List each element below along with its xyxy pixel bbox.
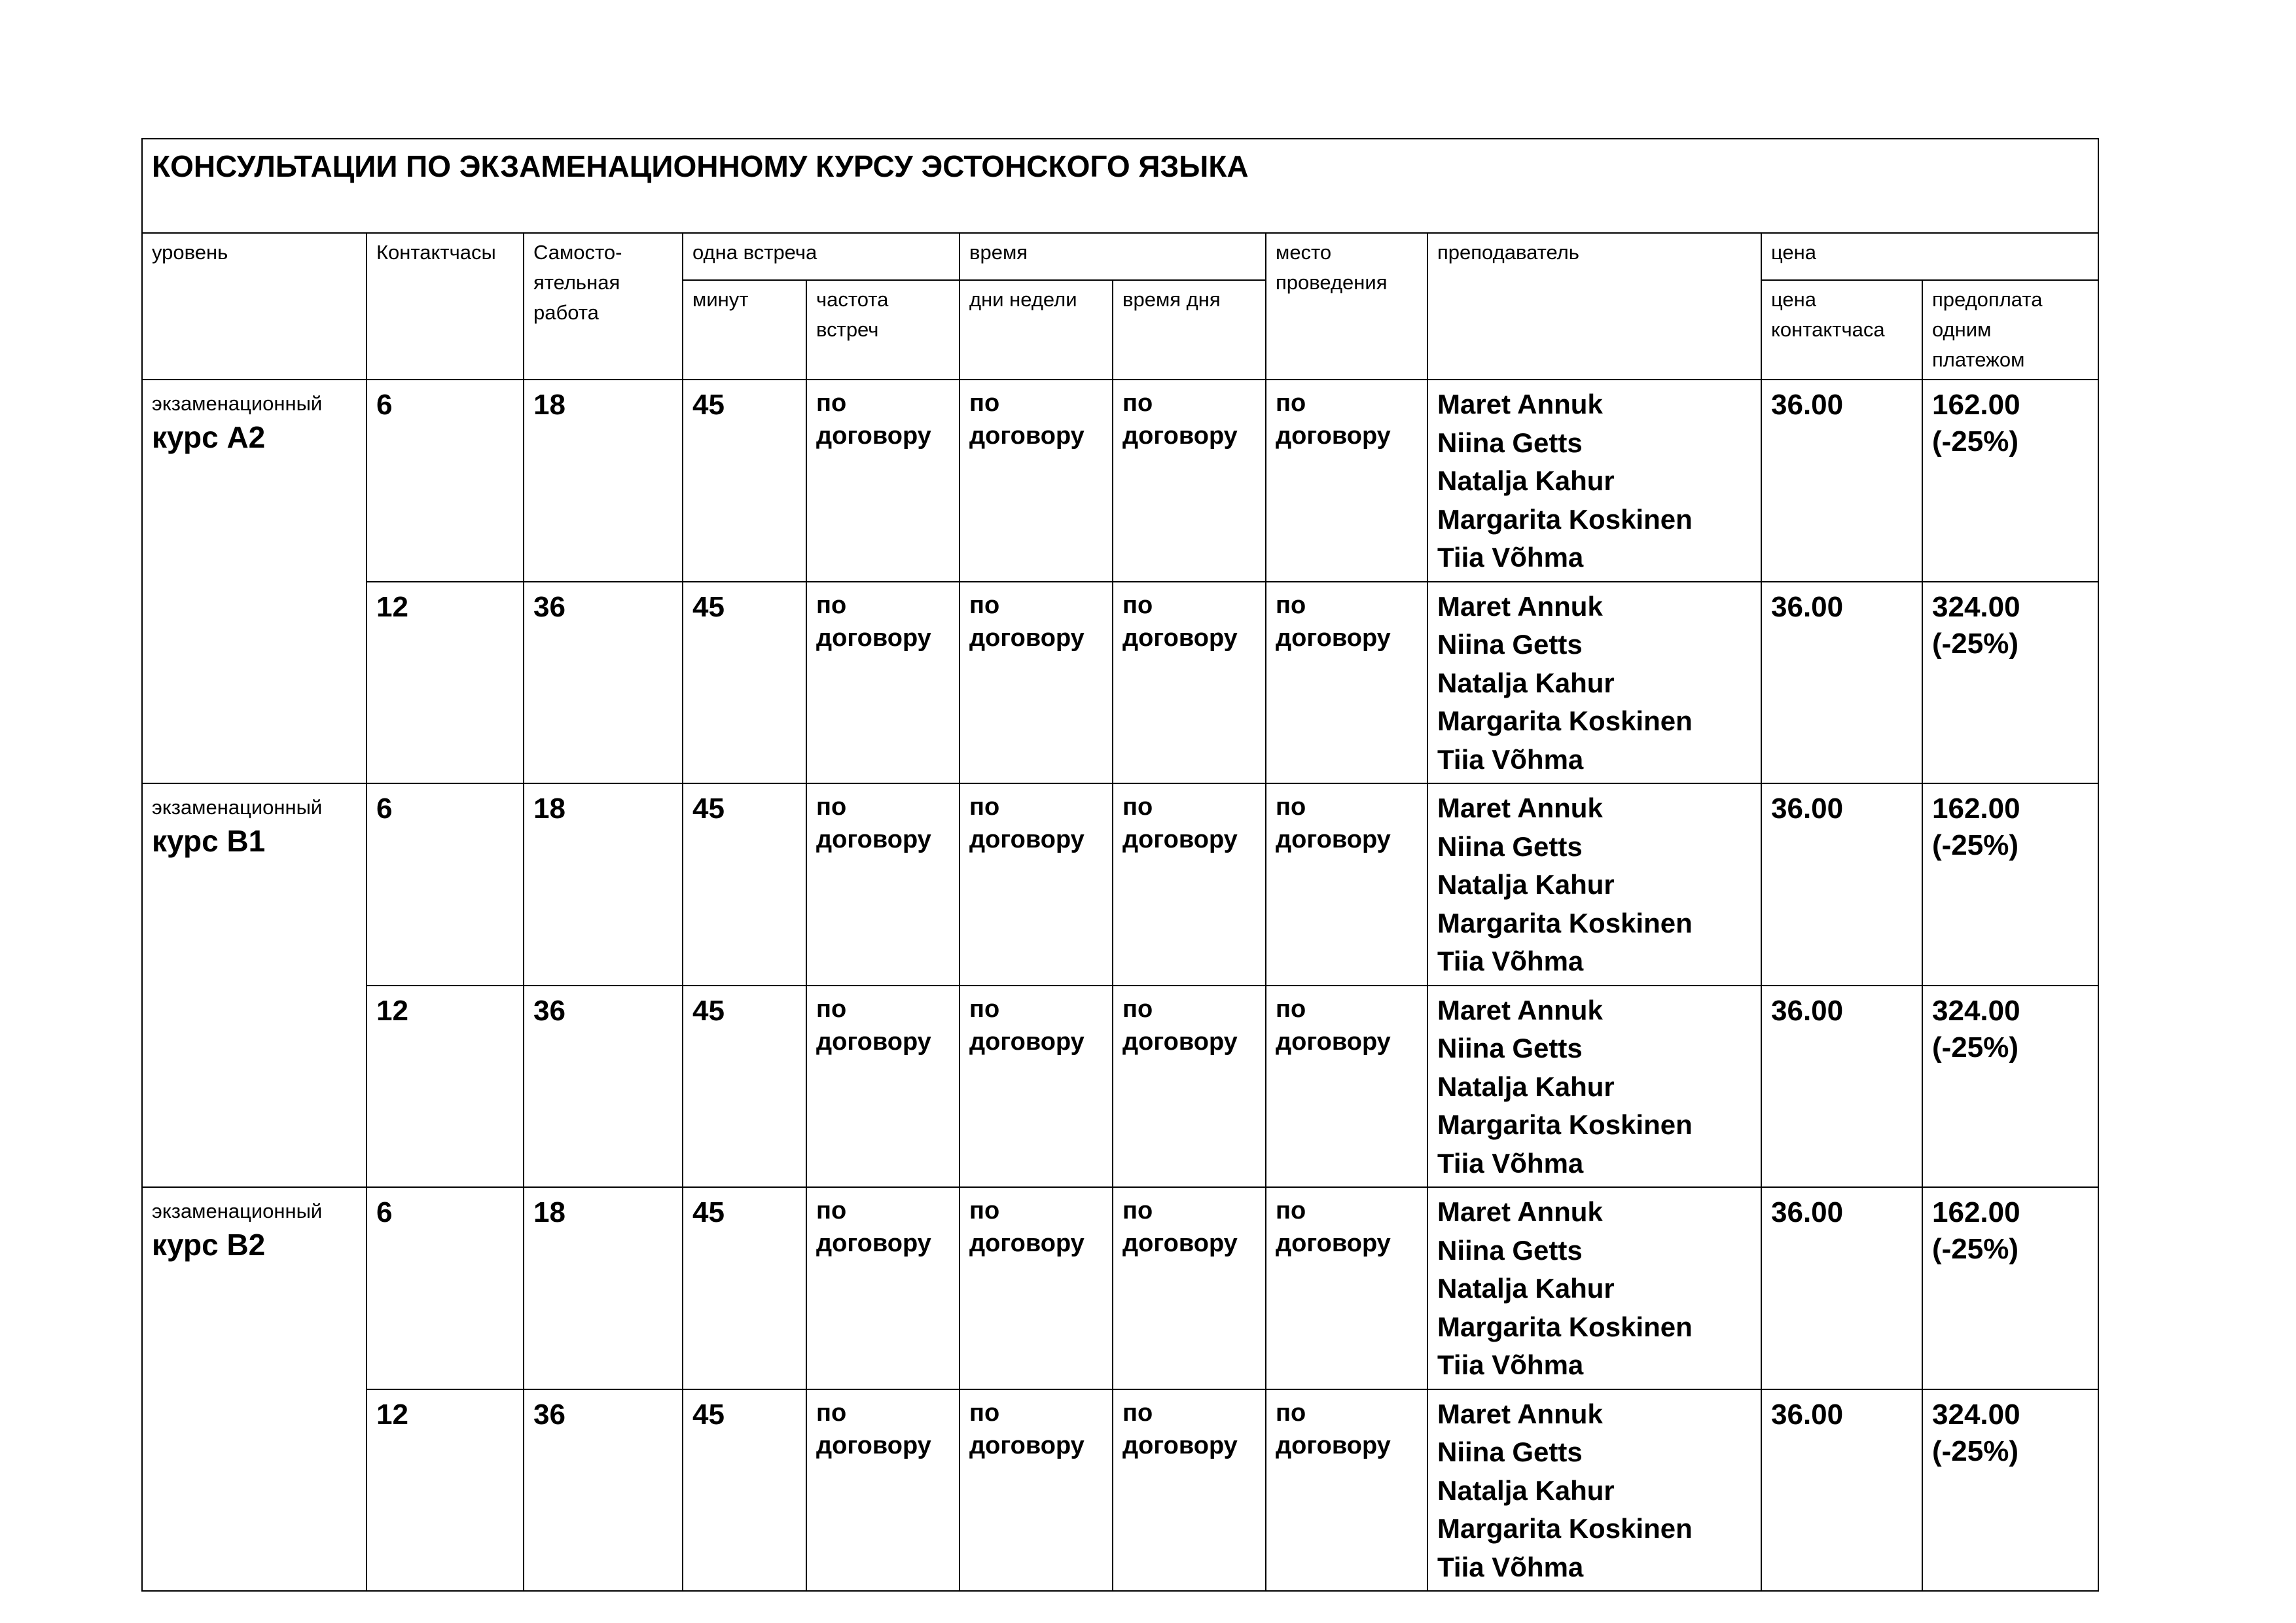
frequency-cell bbox=[806, 986, 960, 1188]
place-line: договору bbox=[1276, 1027, 1391, 1056]
place-cell bbox=[1266, 380, 1427, 582]
time-of-day-cell bbox=[1113, 1187, 1266, 1389]
time-of-day-line: договору bbox=[1122, 826, 1238, 853]
prepayment-amount: 324.00 bbox=[1932, 1398, 2020, 1431]
teacher-name: Natalja Kahur bbox=[1437, 465, 1615, 496]
prepayment-cell bbox=[1922, 1389, 2098, 1592]
weekdays-line: по bbox=[969, 995, 1000, 1023]
frequency-line: по bbox=[816, 591, 847, 619]
weekdays-line: договору bbox=[969, 1230, 1085, 1257]
table-row bbox=[142, 1187, 2098, 1389]
table-body bbox=[142, 380, 2098, 1591]
header-frequency-line: частота bbox=[816, 288, 889, 311]
level-prefix: экзаменационный bbox=[152, 796, 323, 819]
teacher-name: Maret Annuk bbox=[1437, 1196, 1603, 1227]
teachers-cell bbox=[1427, 986, 1761, 1188]
frequency-line: договору bbox=[816, 1431, 931, 1459]
header-frequency-line: встреч bbox=[816, 318, 879, 341]
prepayment-cell bbox=[1922, 582, 2098, 784]
self-work-cell: 18 bbox=[524, 783, 683, 986]
header-teacher: преподаватель bbox=[1427, 233, 1761, 380]
frequency-line: по bbox=[816, 1399, 847, 1427]
prepayment-discount: (-25%) bbox=[1932, 1233, 2019, 1265]
price-per-hour-cell: 36.00 bbox=[1761, 1389, 1922, 1592]
level-name: курс В1 bbox=[152, 824, 266, 858]
place-line: договору bbox=[1276, 422, 1391, 450]
weekdays-cell bbox=[960, 1187, 1113, 1389]
price-per-hour-cell: 36.00 bbox=[1761, 783, 1922, 986]
teachers-cell bbox=[1427, 380, 1761, 582]
place-cell bbox=[1266, 1187, 1427, 1389]
self-work-cell: 36 bbox=[524, 986, 683, 1188]
header-price-per-hour-line: контактчаса bbox=[1771, 318, 1885, 341]
teacher-name: Niina Getts bbox=[1437, 830, 1583, 862]
weekdays-cell bbox=[960, 783, 1113, 986]
time-of-day-line: по bbox=[1122, 1197, 1153, 1224]
time-of-day-line: по bbox=[1122, 389, 1153, 417]
time-of-day-line: договору bbox=[1122, 624, 1238, 652]
price-per-hour-cell: 36.00 bbox=[1761, 1187, 1922, 1389]
place-line: по bbox=[1276, 995, 1306, 1023]
header-self-work-line: ятельная bbox=[533, 271, 620, 294]
time-of-day-cell bbox=[1113, 1389, 1266, 1592]
teacher-name: Natalja Kahur bbox=[1437, 1273, 1615, 1304]
prepayment-discount: (-25%) bbox=[1932, 829, 2019, 861]
minutes-cell: 45 bbox=[683, 1389, 806, 1592]
teacher-name: Tiia Võhma bbox=[1437, 1147, 1584, 1179]
header-prepayment-line: одним bbox=[1932, 318, 1992, 341]
weekdays-line: договору bbox=[969, 826, 1085, 853]
level-prefix: экзаменационный bbox=[152, 1200, 323, 1222]
place-line: договору bbox=[1276, 826, 1391, 853]
prepayment-cell bbox=[1922, 783, 2098, 986]
minutes-cell: 45 bbox=[683, 783, 806, 986]
time-of-day-line: договору bbox=[1122, 1230, 1238, 1257]
teacher-name: Maret Annuk bbox=[1437, 793, 1603, 823]
frequency-line: по bbox=[816, 389, 847, 417]
prepayment-amount: 324.00 bbox=[1932, 590, 2020, 623]
self-work-cell: 36 bbox=[524, 582, 683, 784]
time-of-day-line: по bbox=[1122, 1399, 1153, 1427]
weekdays-line: по bbox=[969, 1197, 1000, 1224]
header-time: время bbox=[960, 233, 1266, 280]
frequency-cell bbox=[806, 380, 960, 582]
prepayment-discount: (-25%) bbox=[1932, 627, 2019, 660]
place-line: по bbox=[1276, 1197, 1306, 1224]
teacher-name: Niina Getts bbox=[1437, 1436, 1583, 1467]
prepayment-cell bbox=[1922, 380, 2098, 582]
header-price-per-hour-line: цена bbox=[1771, 288, 1817, 311]
place-line: договору bbox=[1276, 1230, 1391, 1257]
teacher-name: Maret Annuk bbox=[1437, 1398, 1603, 1429]
header-one-meeting: одна встреча bbox=[683, 233, 960, 280]
header-price: цена bbox=[1761, 233, 2098, 280]
header-contact-hours: Контактчасы bbox=[367, 233, 524, 380]
place-cell bbox=[1266, 986, 1427, 1188]
place-line: по bbox=[1276, 389, 1306, 417]
header-place-line: место bbox=[1276, 241, 1332, 264]
teacher-name: Niina Getts bbox=[1437, 629, 1583, 660]
self-work-cell: 36 bbox=[524, 1389, 683, 1592]
header-self-work bbox=[524, 233, 683, 380]
time-of-day-cell bbox=[1113, 783, 1266, 986]
teacher-name: Margarita Koskinen bbox=[1437, 1109, 1693, 1140]
time-of-day-line: договору bbox=[1122, 1431, 1238, 1459]
minutes-cell: 45 bbox=[683, 1187, 806, 1389]
teacher-name: Natalja Kahur bbox=[1437, 1474, 1615, 1506]
teacher-name: Maret Annuk bbox=[1437, 994, 1603, 1026]
frequency-cell bbox=[806, 582, 960, 784]
place-cell bbox=[1266, 783, 1427, 986]
time-of-day-cell bbox=[1113, 986, 1266, 1188]
header-price-per-hour bbox=[1761, 280, 1922, 380]
teacher-name: Tiia Võhma bbox=[1437, 743, 1584, 775]
weekdays-line: по bbox=[969, 793, 1000, 821]
prepayment-amount: 162.00 bbox=[1932, 389, 2020, 421]
header-place-line: проведения bbox=[1276, 271, 1388, 294]
header-frequency bbox=[806, 280, 960, 380]
weekdays-line: договору bbox=[969, 1431, 1085, 1459]
table-row bbox=[142, 1389, 2098, 1592]
price-per-hour-cell: 36.00 bbox=[1761, 986, 1922, 1188]
frequency-line: договору bbox=[816, 624, 931, 652]
frequency-line: договору bbox=[816, 826, 931, 853]
level-cell bbox=[142, 380, 367, 783]
teacher-name: Margarita Koskinen bbox=[1437, 705, 1693, 736]
contact-hours-cell: 6 bbox=[367, 380, 524, 582]
contact-hours-cell: 12 bbox=[367, 1389, 524, 1592]
teachers-cell bbox=[1427, 1187, 1761, 1389]
place-line: по bbox=[1276, 793, 1306, 821]
teacher-name: Tiia Võhma bbox=[1437, 542, 1584, 573]
weekdays-cell bbox=[960, 1389, 1113, 1592]
place-line: договору bbox=[1276, 1431, 1391, 1459]
table-row bbox=[142, 582, 2098, 784]
place-cell bbox=[1266, 1389, 1427, 1592]
contact-hours-cell: 6 bbox=[367, 783, 524, 986]
teacher-name: Margarita Koskinen bbox=[1437, 1311, 1693, 1342]
teacher-name: Natalja Kahur bbox=[1437, 667, 1615, 698]
page-title: КОНСУЛЬТАЦИИ ПО ЭКЗАМЕНАЦИОННОМУ КУРСУ ЭСТОНСКОГО ЯЗЫКА bbox=[142, 139, 2098, 233]
prepayment-discount: (-25%) bbox=[1932, 1435, 2019, 1467]
time-of-day-line: по bbox=[1122, 591, 1153, 619]
teacher-name: Tiia Võhma bbox=[1437, 946, 1584, 976]
teachers-cell bbox=[1427, 1389, 1761, 1592]
place-line: договору bbox=[1276, 624, 1391, 652]
prepayment-cell bbox=[1922, 1187, 2098, 1389]
minutes-cell: 45 bbox=[683, 582, 806, 784]
teacher-name: Natalja Kahur bbox=[1437, 869, 1615, 900]
weekdays-line: по bbox=[969, 389, 1000, 417]
teachers-cell bbox=[1427, 582, 1761, 784]
weekdays-line: договору bbox=[969, 624, 1085, 652]
teachers-cell bbox=[1427, 783, 1761, 986]
frequency-line: договору bbox=[816, 422, 931, 450]
time-of-day-line: договору bbox=[1122, 1027, 1238, 1056]
price-per-hour-cell: 36.00 bbox=[1761, 380, 1922, 582]
header-time-of-day: время дня bbox=[1113, 280, 1266, 380]
contact-hours-cell: 12 bbox=[367, 582, 524, 784]
weekdays-cell bbox=[960, 380, 1113, 582]
table-row bbox=[142, 986, 2098, 1188]
course-table bbox=[141, 138, 2099, 1592]
header-level: уровень bbox=[142, 233, 367, 380]
teacher-name: Natalja Kahur bbox=[1437, 1071, 1615, 1102]
place-cell bbox=[1266, 582, 1427, 784]
teacher-name: Maret Annuk bbox=[1437, 590, 1603, 622]
header-weekdays: дни недели bbox=[960, 280, 1113, 380]
frequency-line: договору bbox=[816, 1230, 931, 1257]
teacher-name: Tiia Võhma bbox=[1437, 1551, 1584, 1582]
frequency-cell bbox=[806, 783, 960, 986]
teacher-name: Niina Getts bbox=[1437, 1234, 1583, 1266]
frequency-line: договору bbox=[816, 1027, 931, 1056]
level-name: курс В2 bbox=[152, 1228, 266, 1262]
header-prepayment bbox=[1922, 280, 2098, 380]
price-per-hour-cell: 36.00 bbox=[1761, 582, 1922, 784]
frequency-line: по bbox=[816, 1197, 847, 1224]
time-of-day-line: по bbox=[1122, 793, 1153, 821]
minutes-cell: 45 bbox=[683, 380, 806, 582]
time-of-day-cell bbox=[1113, 380, 1266, 582]
header-prepayment-line: предоплата bbox=[1932, 288, 2043, 311]
teacher-name: Tiia Võhma bbox=[1437, 1349, 1584, 1380]
prepayment-discount: (-25%) bbox=[1932, 1031, 2019, 1063]
header-self-work-line: Самосто- bbox=[533, 241, 622, 264]
weekdays-line: по bbox=[969, 1399, 1000, 1427]
place-line: по bbox=[1276, 1399, 1306, 1427]
contact-hours-cell: 6 bbox=[367, 1187, 524, 1389]
minutes-cell: 45 bbox=[683, 986, 806, 1188]
weekdays-line: по bbox=[969, 591, 1000, 619]
self-work-cell: 18 bbox=[524, 380, 683, 582]
prepayment-amount: 162.00 bbox=[1932, 1196, 2020, 1228]
header-self-work-line: работа bbox=[533, 301, 599, 324]
teacher-name: Niina Getts bbox=[1437, 1033, 1583, 1063]
prepayment-amount: 324.00 bbox=[1932, 994, 2020, 1027]
prepayment-amount: 162.00 bbox=[1932, 793, 2020, 825]
self-work-cell: 18 bbox=[524, 1187, 683, 1389]
teacher-name: Niina Getts bbox=[1437, 427, 1583, 458]
frequency-cell bbox=[806, 1187, 960, 1389]
header-place bbox=[1266, 233, 1427, 380]
weekdays-line: договору bbox=[969, 422, 1085, 450]
level-cell bbox=[142, 1187, 367, 1591]
header-prepayment-line: платежом bbox=[1932, 348, 2025, 371]
time-of-day-line: по bbox=[1122, 995, 1153, 1023]
contact-hours-cell: 12 bbox=[367, 986, 524, 1188]
header-minutes: минут bbox=[683, 280, 806, 380]
teacher-name: Margarita Koskinen bbox=[1437, 1513, 1693, 1544]
teacher-name: Margarita Koskinen bbox=[1437, 907, 1693, 938]
weekdays-cell bbox=[960, 582, 1113, 784]
level-cell bbox=[142, 783, 367, 1187]
time-of-day-cell bbox=[1113, 582, 1266, 784]
teacher-name: Margarita Koskinen bbox=[1437, 503, 1693, 535]
weekdays-line: договору bbox=[969, 1027, 1085, 1056]
level-name: курс А2 bbox=[152, 420, 266, 454]
table-row bbox=[142, 783, 2098, 986]
table-row bbox=[142, 380, 2098, 582]
frequency-line: по bbox=[816, 995, 847, 1023]
weekdays-cell bbox=[960, 986, 1113, 1188]
teacher-name: Maret Annuk bbox=[1437, 389, 1603, 419]
frequency-cell bbox=[806, 1389, 960, 1592]
frequency-line: по bbox=[816, 793, 847, 821]
prepayment-cell bbox=[1922, 986, 2098, 1188]
prepayment-discount: (-25%) bbox=[1932, 425, 2019, 457]
level-prefix: экзаменационный bbox=[152, 392, 323, 415]
time-of-day-line: договору bbox=[1122, 422, 1238, 450]
place-line: по bbox=[1276, 591, 1306, 619]
